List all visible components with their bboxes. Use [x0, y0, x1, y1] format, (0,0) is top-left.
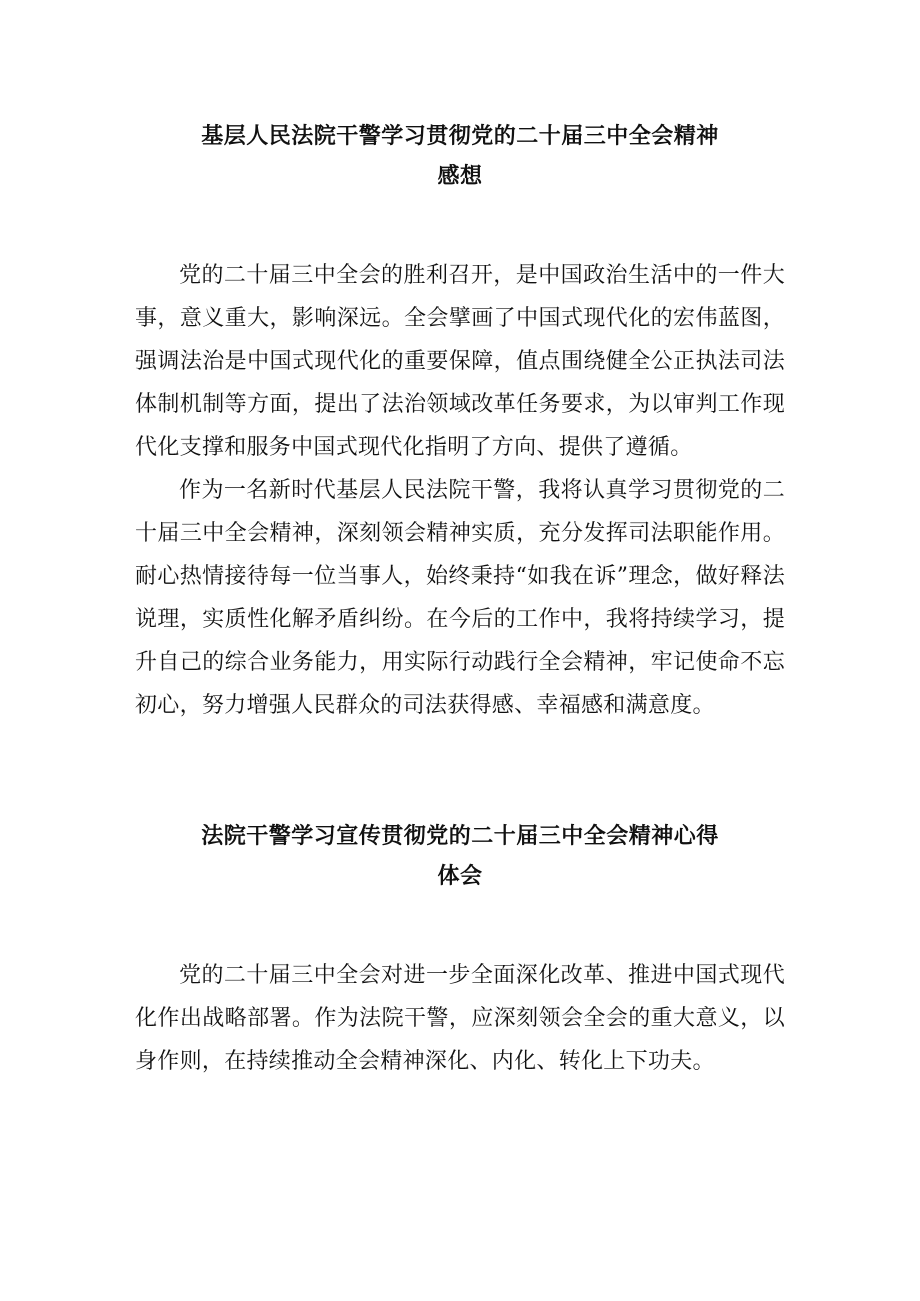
essay-section-2	[135, 816, 785, 1083]
essay-title-1-line-2: 感想	[437, 163, 483, 189]
essay-body-2	[135, 954, 785, 1083]
essay-title-2-line-2: 体会	[437, 863, 483, 889]
essay-2-paragraph-1: 党的二十届三中全会对进一步全面深化改革、推进中国式现代化作出战略部署。作为法院干警，应深刻领会全会的重大意义，以身作则，在持续推动全会精神深化、内化、转化上下功夫。	[135, 963, 785, 1074]
essay-1-paragraph-2: 作为一名新时代基层人民法院干警，我将认真学习贯彻党的二十届三中全会精神，深刻领会精神实质，充分发挥司法职能作用。耐心热情接待每一位当事人，始终秉持“如我在诉”理念，做好释法说理，实质性化解矛盾纠纷。在今后的工作中，我将持续学习，提升自己的综合业务能力，用实际行动践行全会精神，牢记使命不忘初心，努力增强人民群众的司法获得感、幸福感和满意度。	[135, 478, 785, 718]
essay-title-1	[135, 116, 785, 196]
essay-section-1	[135, 116, 785, 727]
essay-1-paragraph-1: 党的二十届三中全会的胜利召开，是中国政治生活中的一件大事，意义重大，影响深远。全会擘画了中国式现代化的宏伟蓝图，强调法治是中国式现代化的重要保障，值点围绕健全公正执法司法体制机制等方面，提出了法治领域改革任务要求，为以审判工作现代化支撑和服务中国式现代化指明了方向、提供了遵循。	[135, 263, 785, 460]
essay-title-2-line-1: 法院干警学习宣传贯彻党的二十届三中全会精神心得	[201, 823, 719, 849]
essay-title-2	[135, 816, 785, 896]
essay-body-1	[135, 254, 785, 727]
essay-title-1-line-1: 基层人民法院干警学习贯彻党的二十届三中全会精神	[201, 123, 719, 149]
